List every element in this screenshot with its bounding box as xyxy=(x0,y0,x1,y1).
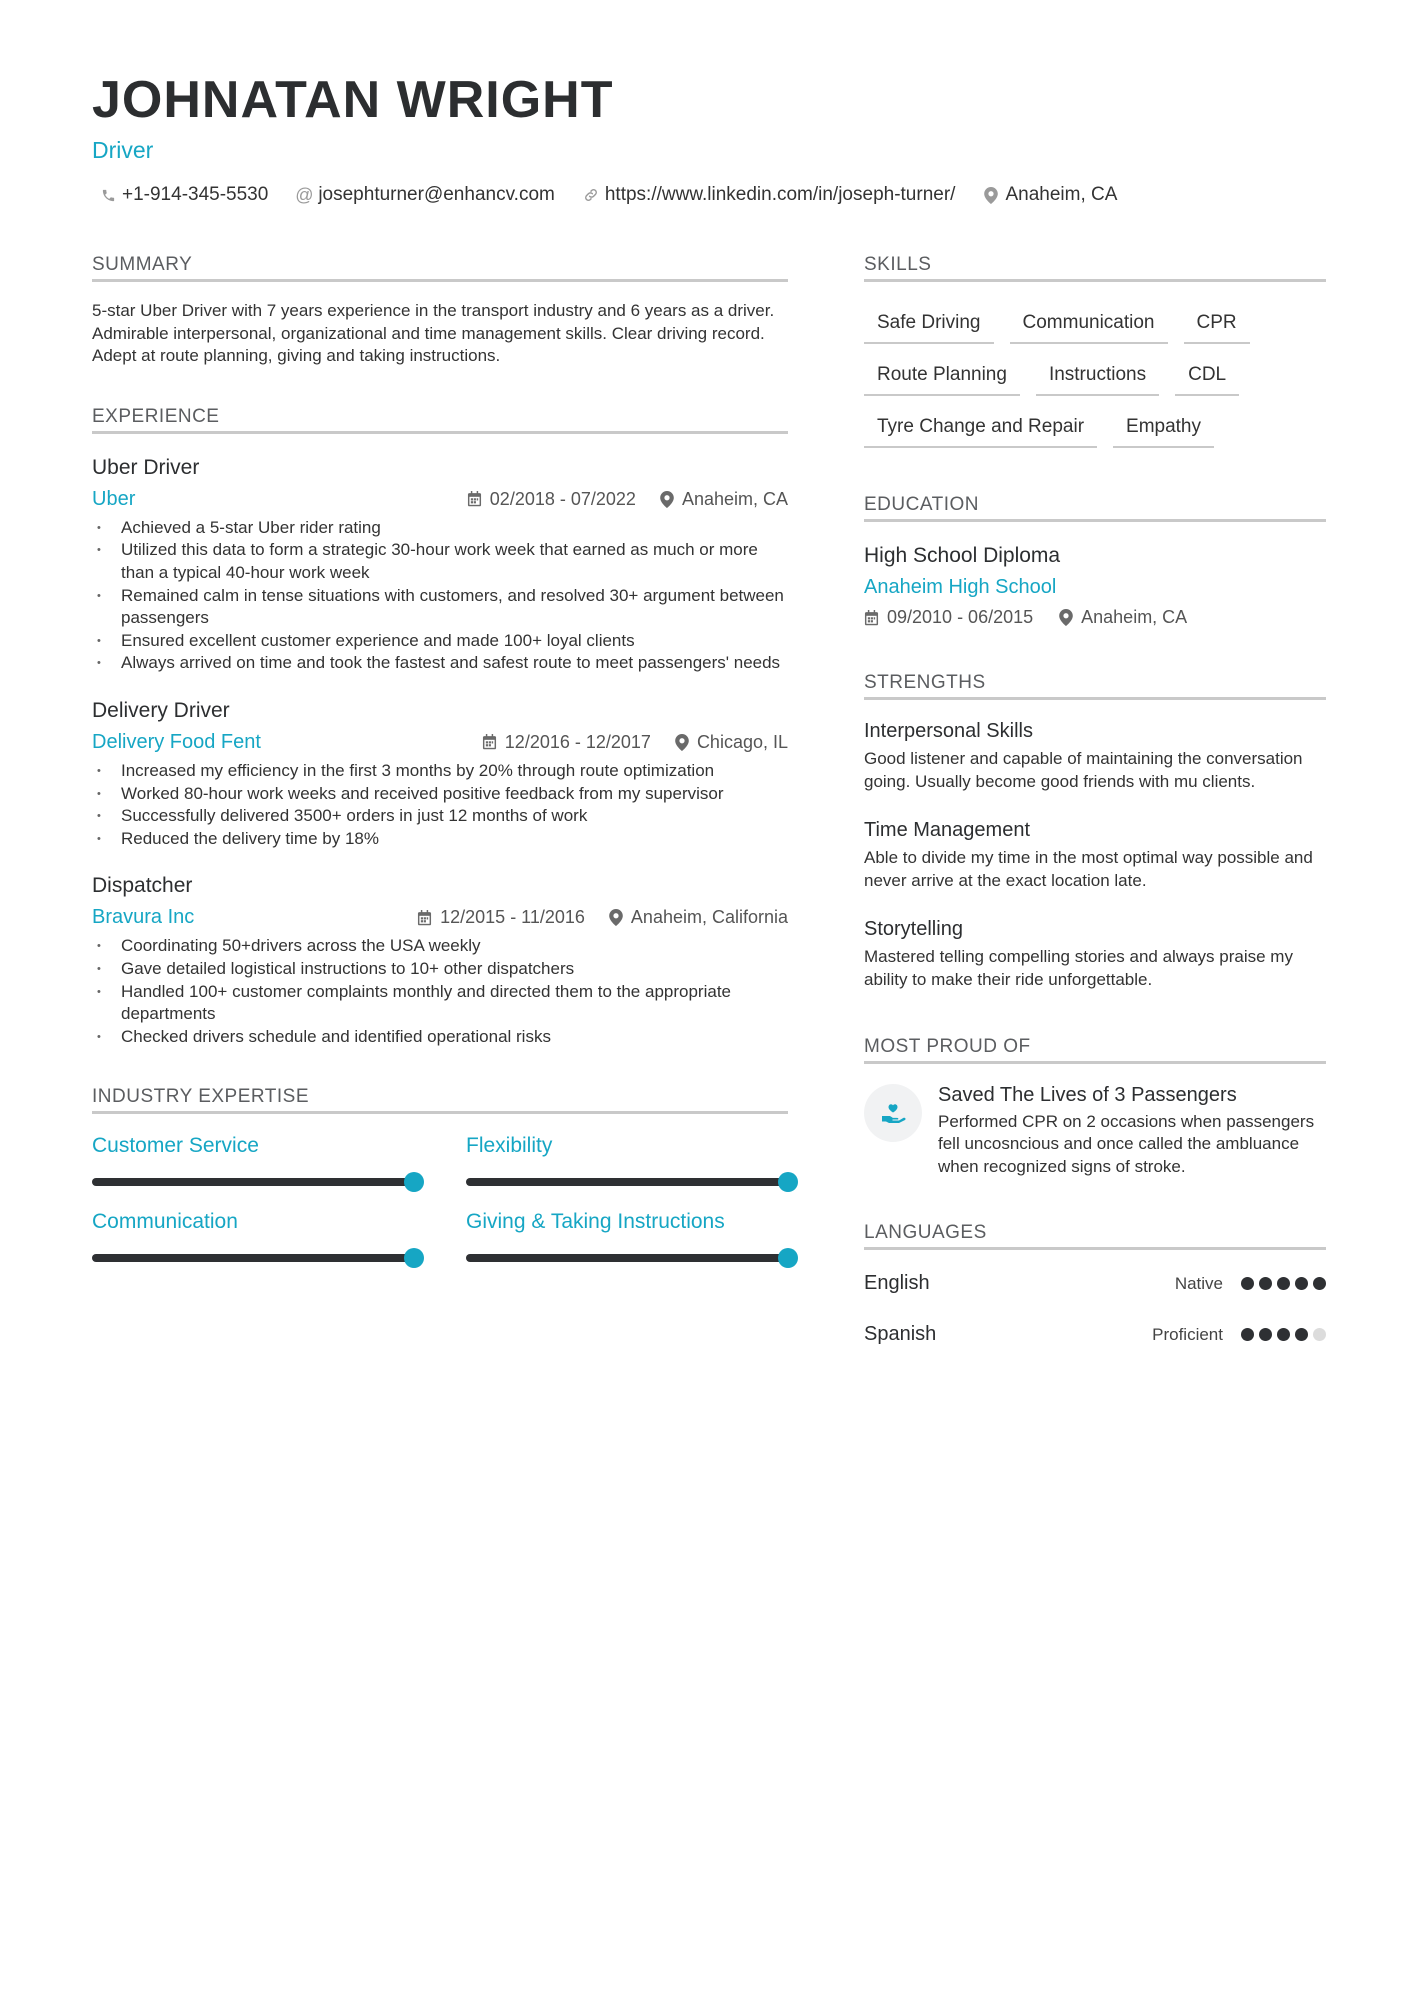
expertise-knob xyxy=(404,1172,424,1192)
skills-section xyxy=(864,254,1326,448)
strength-desc: Able to divide my time in the most optimal way possible and never arrive at the exact location late. xyxy=(864,848,1313,890)
education-location-text: Anaheim, CA xyxy=(1081,607,1188,627)
location-pin-icon xyxy=(981,185,1001,205)
job-title: Dispatcher xyxy=(92,874,193,898)
calendar-icon xyxy=(467,491,482,507)
proud-title: Saved The Lives of 3 Passengers xyxy=(938,1083,1237,1106)
skills-heading: SKILLS xyxy=(864,254,1326,282)
contact-email[interactable] xyxy=(294,184,555,206)
expertise-bar xyxy=(466,1178,788,1186)
strengths-heading: STRENGTHS xyxy=(864,672,1326,700)
location-pin-icon xyxy=(1059,609,1073,626)
experience-section xyxy=(92,406,788,1049)
school-name: Anaheim High School xyxy=(864,576,1057,598)
location-pin-icon xyxy=(675,734,689,751)
job-bullet: • Successfully delivered 3500+ orders in just 12 months of work xyxy=(92,805,788,828)
job-meta xyxy=(92,906,788,929)
strength-item xyxy=(864,720,1326,793)
language-name: Spanish xyxy=(864,1323,937,1346)
strength-title: Storytelling xyxy=(864,918,963,941)
skills-list xyxy=(864,304,1326,448)
job-location xyxy=(609,907,788,928)
job-title: Delivery Driver xyxy=(92,698,230,722)
job-dates-text: 12/2015 - 11/2016 xyxy=(440,907,585,928)
skill-tag: Route Planning xyxy=(864,356,1020,396)
company-name: Delivery Food Fent xyxy=(92,730,261,753)
strength-item xyxy=(864,918,1326,991)
language-rating xyxy=(1241,1277,1326,1290)
email-text[interactable]: josephturner@enhancv.com xyxy=(318,184,555,205)
job-dates xyxy=(467,489,636,510)
education-meta xyxy=(864,607,1326,628)
candidate-title: Driver xyxy=(92,137,154,163)
phone-text: +1-914-345-5530 xyxy=(122,184,269,205)
education-heading: EDUCATION xyxy=(864,494,1326,522)
rating-dot-filled xyxy=(1277,1328,1290,1341)
rating-dot-empty xyxy=(1313,1328,1326,1341)
job-bullet: • Reduced the delivery time by 18% xyxy=(92,828,788,851)
contact-bar xyxy=(98,184,1117,206)
proud-content xyxy=(938,1084,1326,1179)
calendar-icon xyxy=(864,610,879,626)
skill-tag: Communication xyxy=(1010,304,1168,344)
education-dates xyxy=(864,607,1033,628)
rating-dot-filled xyxy=(1241,1277,1254,1290)
language-rating xyxy=(1241,1328,1326,1341)
expertise-item xyxy=(92,1210,424,1262)
calendar-icon xyxy=(482,734,497,750)
language-item xyxy=(864,1272,1326,1295)
expertise-label: Customer Service xyxy=(92,1134,259,1158)
rating-dot-filled xyxy=(1295,1277,1308,1290)
expertise-knob xyxy=(778,1172,798,1192)
rating-dot-filled xyxy=(1241,1328,1254,1341)
location-pin-icon xyxy=(660,491,674,508)
summary-heading: SUMMARY xyxy=(92,254,788,282)
heart-hand-icon xyxy=(864,1084,922,1142)
job-bullet: • Increased my efficiency in the first 3 months by 20% through route optimization xyxy=(92,760,788,783)
education-dates-text: 09/2010 - 06/2015 xyxy=(887,607,1034,627)
summary-section xyxy=(92,254,788,368)
job-bullet: • Gave detailed logistical instructions to 10+ other dispatchers xyxy=(92,958,788,981)
company-name: Bravura Inc xyxy=(92,906,195,929)
job-location-text: Chicago, IL xyxy=(696,731,788,752)
proud-desc: Performed CPR on 2 occasions when passengers fell uncosncious and once called the ambluance when recognized signs of stroke. xyxy=(938,1111,1315,1176)
experience-heading: EXPERIENCE xyxy=(92,406,788,434)
calendar-icon xyxy=(417,910,432,926)
job-bullet: • Remained calm in tense situations with customers, and resolved 30+ argument between passengers xyxy=(92,585,788,630)
job-bullet: • Coordinating 50+drivers across the USA weekly xyxy=(92,935,788,958)
skill-tag: Tyre Change and Repair xyxy=(864,408,1097,448)
strength-item xyxy=(864,819,1326,892)
expertise-label: Flexibility xyxy=(466,1134,553,1158)
strength-title: Interpersonal Skills xyxy=(864,720,1033,742)
job-bullets xyxy=(92,760,788,850)
expertise-grid xyxy=(92,1134,788,1262)
job-dates xyxy=(417,907,585,928)
expertise-bar xyxy=(466,1254,788,1262)
rating-dot-filled xyxy=(1295,1328,1308,1341)
experience-item xyxy=(92,874,788,1048)
job-meta xyxy=(92,488,788,511)
job-dates-text: 12/2016 - 12/2017 xyxy=(504,731,651,752)
degree-title: High School Diploma xyxy=(864,544,1061,567)
job-dates-text: 02/2018 - 07/2022 xyxy=(489,488,636,509)
expertise-item xyxy=(466,1210,798,1262)
proud-heading: MOST PROUD OF xyxy=(864,1036,1326,1064)
skill-tag: Safe Driving xyxy=(864,304,994,344)
experience-item xyxy=(92,456,788,675)
contact-linkedin[interactable] xyxy=(581,184,956,206)
skill-tag: CPR xyxy=(1184,304,1250,344)
expertise-label: Communication xyxy=(92,1210,238,1234)
phone-icon xyxy=(98,185,118,205)
at-icon: @ xyxy=(295,184,314,205)
experience-item xyxy=(92,699,788,850)
proud-item xyxy=(864,1084,1326,1179)
expertise-heading: INDUSTRY EXPERTISE xyxy=(92,1086,788,1114)
location-text: Anaheim, CA xyxy=(1005,184,1118,205)
education-location xyxy=(1059,607,1187,628)
left-column xyxy=(92,254,788,1300)
contact-location xyxy=(981,184,1117,206)
expertise-section xyxy=(92,1086,788,1262)
job-bullet: • Handled 100+ customer complaints monthly and directed them to the appropriate departments xyxy=(92,981,788,1026)
job-location-text: Anaheim, CA xyxy=(681,488,788,509)
strengths-section xyxy=(864,672,1326,992)
education-section xyxy=(864,494,1326,628)
language-item xyxy=(864,1323,1326,1346)
proud-section xyxy=(864,1036,1326,1179)
rating-dot-filled xyxy=(1259,1328,1272,1341)
job-bullet: • Always arrived on time and took the fastest and safest route to meet passengers' needs xyxy=(92,652,788,675)
rating-dot-filled xyxy=(1313,1277,1326,1290)
language-level: Proficient xyxy=(1152,1324,1223,1344)
job-bullet: • Ensured excellent customer experience and made 100+ loyal clients xyxy=(92,630,788,653)
job-title: Uber Driver xyxy=(92,455,200,479)
expertise-item xyxy=(92,1134,424,1186)
rating-dot-filled xyxy=(1277,1277,1290,1290)
strength-desc: Good listener and capable of maintaining the conversation going. Usually become good friends with mu clients. xyxy=(864,749,1303,791)
job-bullet: • Worked 80-hour work weeks and received positive feedback from my supervisor xyxy=(92,783,788,806)
link-icon xyxy=(581,185,601,205)
summary-text: 5-star Uber Driver with 7 years experience in the transport industry and 6 years as a driver. Admirable interpersonal, organizational and time management skills. Clear driving record. Adept at route planning, giving and taking instructions. xyxy=(92,301,775,366)
job-bullet: • Achieved a 5-star Uber rider rating xyxy=(92,517,788,540)
expertise-knob xyxy=(404,1248,424,1268)
strength-title: Time Management xyxy=(864,819,1030,842)
strength-desc: Mastered telling compelling stories and always praise my ability to make their ride unforgettable. xyxy=(864,947,1293,989)
skill-tag: Empathy xyxy=(1113,408,1214,448)
expertise-bar xyxy=(92,1178,414,1186)
expertise-label: Giving & Taking Instructions xyxy=(466,1210,725,1234)
job-location-text: Anaheim, California xyxy=(630,907,788,928)
job-bullet: • Utilized this data to form a strategic 30-hour work week that earned as much or more than a typical 40-hour work week xyxy=(92,539,788,584)
language-level: Native xyxy=(1174,1273,1223,1293)
job-bullets xyxy=(92,517,788,675)
job-location xyxy=(675,732,788,753)
job-bullets xyxy=(92,935,788,1048)
skill-tag: CDL xyxy=(1175,356,1239,396)
job-meta xyxy=(92,731,788,754)
expertise-item xyxy=(466,1134,798,1186)
rating-dot-filled xyxy=(1259,1277,1272,1290)
skill-tag: Instructions xyxy=(1036,356,1159,396)
expertise-knob xyxy=(778,1248,798,1268)
job-location xyxy=(660,489,788,510)
right-column xyxy=(864,254,1326,1384)
candidate-name: JOHNATAN WRIGHT xyxy=(92,71,614,129)
job-dates xyxy=(482,732,651,753)
language-name: English xyxy=(864,1272,930,1295)
languages-heading: LANGUAGES xyxy=(864,1222,1326,1250)
job-bullet: • Checked drivers schedule and identified operational risks xyxy=(92,1026,788,1049)
expertise-bar xyxy=(92,1254,414,1262)
contact-phone xyxy=(98,184,268,206)
location-pin-icon xyxy=(609,909,623,926)
languages-section xyxy=(864,1222,1326,1346)
company-name: Uber xyxy=(92,487,136,510)
linkedin-text[interactable]: https://www.linkedin.com/in/joseph-turner/ xyxy=(604,184,956,205)
